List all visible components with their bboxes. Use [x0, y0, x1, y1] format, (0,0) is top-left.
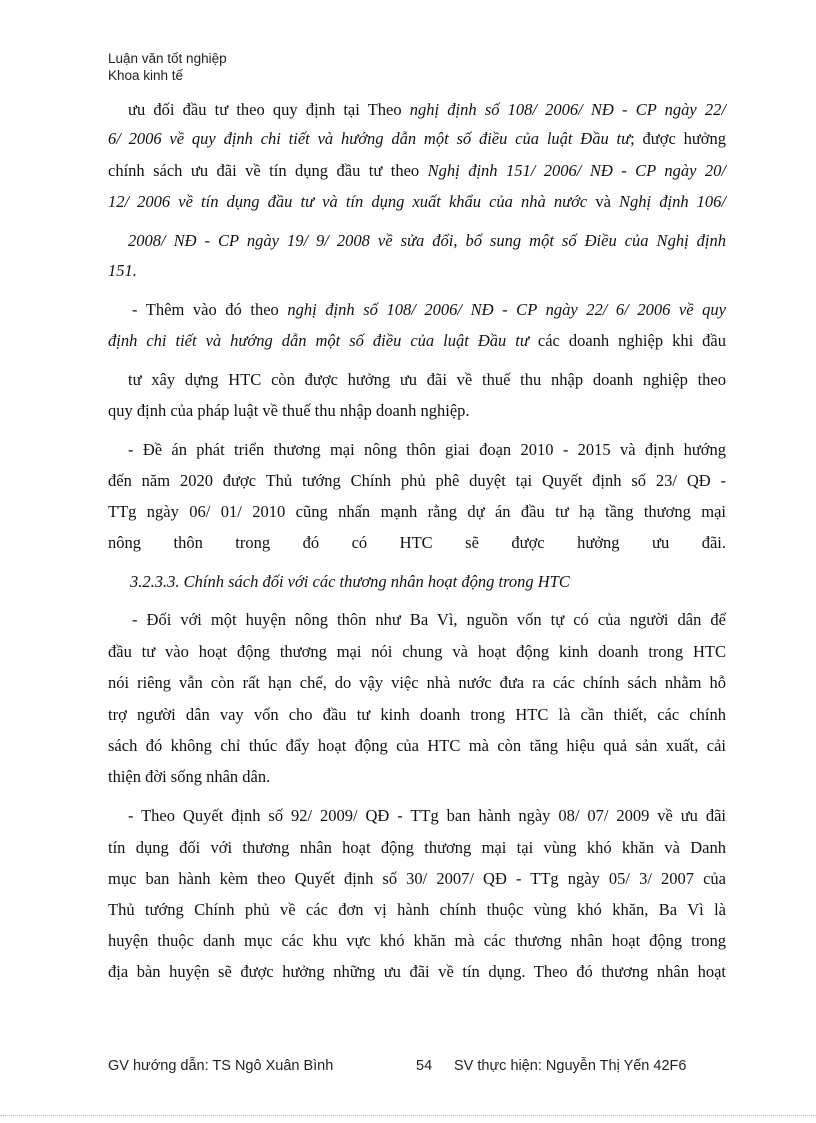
page-bottom-divider [0, 1115, 816, 1116]
footer-advisor: GV hướng dẫn: TS Ngô Xuân Bình [108, 1058, 334, 1074]
para1-line2: 6/ 2006 về quy định chi tiết và hướng dẫn một số điều của luật Đầu tư; được hưởng [108, 129, 726, 148]
para4-line1: - Đối với một huyện nông thôn như Ba Vì, nguồn vốn tự có của người dân để [132, 610, 726, 629]
para3-line1: - Đề án phát triển thương mại nông thôn giai đoạn 2010 - 2015 và định hướng [128, 440, 726, 459]
para5-line1: - Theo Quyết định số 92/ 2009/ QĐ - TTg ban hành ngày 08/ 07/ 2009 về ưu đãi [128, 806, 726, 825]
section-heading: 3.2.3.3. Chính sách đối với các thương nhân hoạt động trong HTC [130, 572, 570, 591]
para2-line4: quy định của pháp luật về thuế thu nhập doanh nghiệp. [108, 401, 470, 420]
para1-line6: 151. [108, 261, 137, 280]
para5-line4: Thủ tướng Chính phủ về các đơn vị hành chính thuộc vùng khó khăn, Ba Vì là [108, 900, 726, 919]
para1-line4: 12/ 2006 về tín dụng đầu tư và tín dụng xuất khẩu của nhà nước và Nghị định 106/ [108, 192, 726, 211]
para5-line3: mục ban hành kèm theo Quyết định số 30/ 2007/ QĐ - TTg ngày 05/ 3/ 2007 của [108, 869, 726, 888]
para1-line1: ưu đối đầu tư theo quy định tại Theo nghị định số 108/ 2006/ NĐ - CP ngày 22/ [128, 100, 726, 119]
para3-line2: đến năm 2020 được Thủ tướng Chính phủ phê duyệt tại Quyết định số 23/ QĐ - [108, 471, 726, 490]
para4-line6: thiện đời sống nhân dân. [108, 767, 271, 786]
page-number: 54 [416, 1058, 433, 1074]
para2-line3: tư xây dựng HTC còn được hưởng ưu đãi về thuế thu nhập doanh nghiệp theo [128, 370, 726, 389]
para3-line4: nông thôn trong đó có HTC sẽ được hưởng ưu đãi. [108, 533, 726, 552]
para1-line5: 2008/ NĐ - CP ngày 19/ 9/ 2008 về sửa đổi, bổ sung một số Điều của Nghị định [128, 231, 726, 250]
para5-line6: địa bàn huyện sẽ được hưởng những ưu đãi về tín dụng. Theo đó thương nhân hoạt [108, 962, 726, 981]
para4-line3: nói riêng vẫn còn rất hạn chế, do vậy việc nhà nước đưa ra các chính sách nhằm hỗ [108, 673, 726, 692]
para4-line5: sách đó không chỉ thúc đẩy hoạt động của HTC mà còn tăng hiệu quả sản xuất, cải [108, 736, 726, 755]
para5-line5: huyện thuộc danh mục các khu vực khó khăn mà các thương nhân hoạt động trong [108, 931, 726, 950]
footer-student: SV thực hiện: Nguyễn Thị Yến 42F6 [454, 1058, 687, 1074]
header-thesis-label: Luận văn tốt nghiệp [108, 51, 227, 66]
para3-line3: TTg ngày 06/ 01/ 2010 cũng nhấn mạnh rằng dự án đầu tư hạ tầng thương mại [108, 502, 726, 521]
header-faculty-label: Khoa kinh tế [108, 68, 184, 83]
para2-line1: - Thêm vào đó theo nghị định số 108/ 2006/ NĐ - CP ngày 22/ 6/ 2006 về quy [132, 300, 726, 319]
para2-line2: định chi tiết và hướng dẫn một số điều của luật Đầu tư các doanh nghiệp khi đầu [108, 331, 727, 350]
para5-line2: tín dụng đối với thương nhân hoạt động thương mại tại vùng khó khăn và Danh [108, 838, 726, 857]
para4-line2: đầu tư vào hoạt động thương mại nói chung và hoạt động kinh doanh trong HTC [108, 642, 726, 661]
para1-line3: chính sách ưu đãi về tín dụng đầu tư theo Nghị định 151/ 2006/ NĐ - CP ngày 20/ [108, 161, 727, 180]
para4-line4: trợ người dân vay vốn cho đầu tư kinh doanh trong HTC là cần thiết, các chính [108, 705, 726, 724]
